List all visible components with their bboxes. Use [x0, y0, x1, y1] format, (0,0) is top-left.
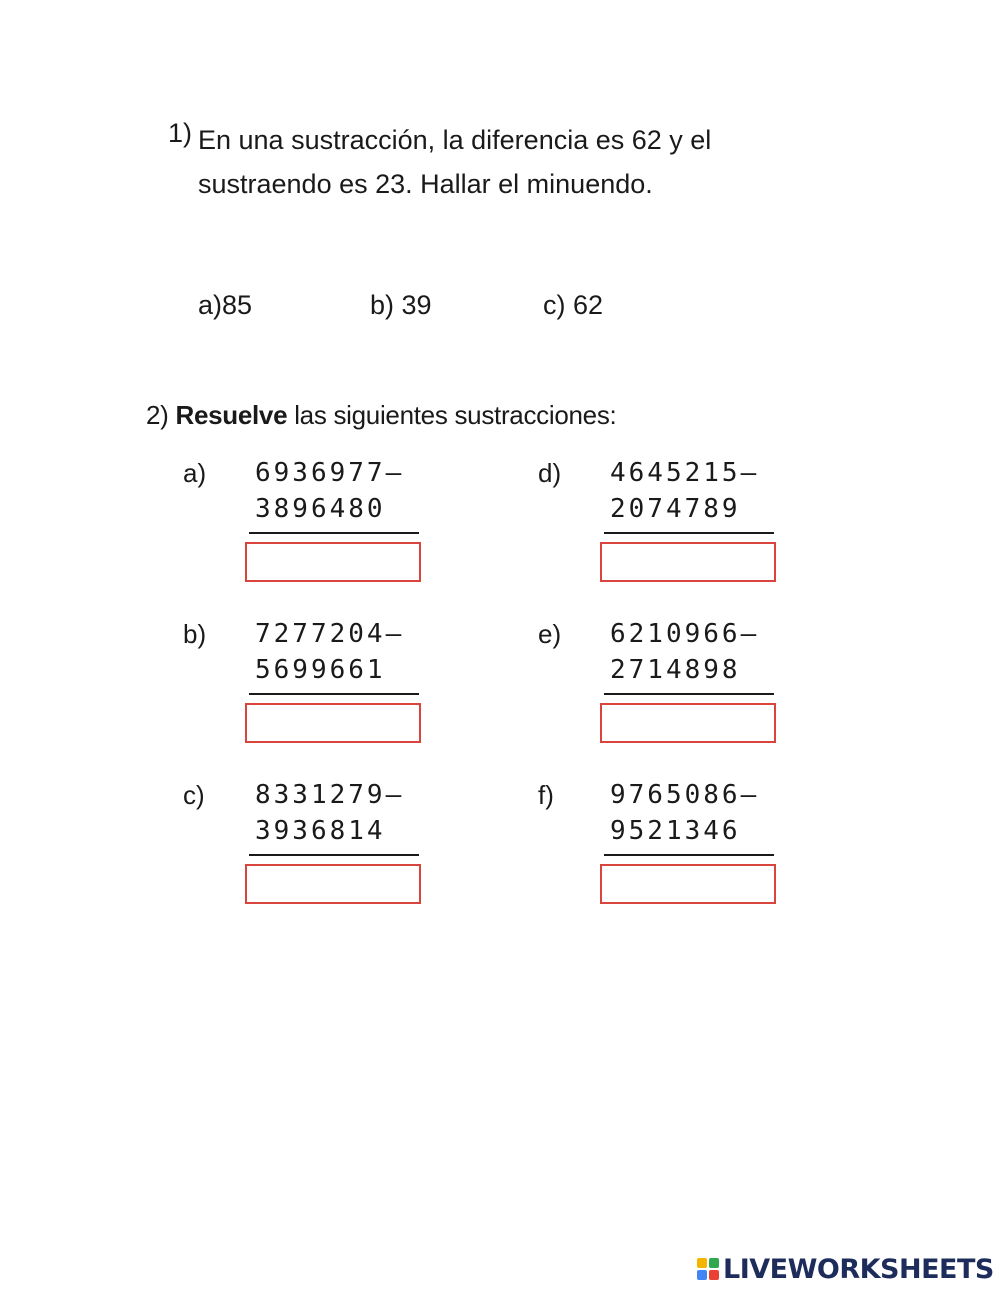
minuend-value: 6936977	[255, 458, 386, 488]
logo-text: LIVEWORKSHEETS	[723, 1253, 994, 1285]
liveworksheets-logo-icon	[697, 1258, 719, 1280]
option-c-label: c)	[543, 290, 566, 320]
option-a	[198, 290, 252, 321]
answer-input-f[interactable]	[600, 864, 776, 904]
answer-input-c[interactable]	[245, 864, 421, 904]
question-2-number: 2)	[146, 400, 169, 430]
question-1-number: 1)	[168, 118, 193, 148]
liveworksheets-logo	[697, 1253, 994, 1285]
result-line	[604, 693, 774, 695]
minus-sign: –	[385, 780, 405, 810]
minuend-value: 8331279	[255, 780, 386, 810]
minuend	[255, 619, 404, 649]
problem-label: d)	[538, 458, 562, 488]
option-b	[370, 290, 432, 321]
minus-sign: –	[740, 780, 760, 810]
minuend-value: 7277204	[255, 619, 386, 649]
subtrahend: 3896480	[255, 494, 386, 524]
problem-f	[538, 780, 838, 920]
option-c	[543, 290, 603, 321]
minuend-value: 9765086	[610, 780, 741, 810]
option-b-label: b)	[370, 290, 395, 320]
minus-sign: –	[740, 458, 760, 488]
answer-input-b[interactable]	[245, 703, 421, 743]
problem-a	[183, 458, 483, 598]
subtrahend: 3936814	[255, 816, 386, 846]
result-line	[249, 693, 419, 695]
option-a-label: a)	[198, 290, 223, 320]
problem-label: e)	[538, 619, 562, 649]
option-a-value: 85	[222, 290, 253, 320]
problem-c	[183, 780, 483, 920]
problem-label: c)	[183, 780, 205, 810]
minus-sign: –	[740, 619, 760, 649]
result-line	[249, 532, 419, 534]
subtrahend: 2714898	[610, 655, 741, 685]
minuend	[255, 780, 404, 810]
problem-d	[538, 458, 838, 598]
problem-label: a)	[183, 458, 207, 488]
problem-label: b)	[183, 619, 207, 649]
option-c-value: 62	[573, 290, 604, 320]
minuend-value: 6210966	[610, 619, 741, 649]
minuend	[610, 780, 759, 810]
question-2-title	[146, 400, 616, 431]
minuend-value: 4645215	[610, 458, 741, 488]
subtrahend: 9521346	[610, 816, 741, 846]
result-line	[604, 532, 774, 534]
result-line	[604, 854, 774, 856]
answer-input-a[interactable]	[245, 542, 421, 582]
question-2-rest: las siguientes sustracciones:	[294, 400, 617, 430]
minuend	[610, 458, 759, 488]
problem-b	[183, 619, 483, 759]
minuend	[255, 458, 404, 488]
result-line	[249, 854, 419, 856]
minus-sign: –	[385, 619, 405, 649]
option-b-value: 39	[401, 290, 432, 320]
answer-input-d[interactable]	[600, 542, 776, 582]
subtrahend: 2074789	[610, 494, 741, 524]
question-2-bold: Resuelve	[175, 400, 288, 430]
problem-label: f)	[538, 780, 554, 810]
subtrahend: 5699661	[255, 655, 386, 685]
minus-sign: –	[385, 458, 405, 488]
question-1-text: En una sustracción, la diferencia es 62 y el sustraendo es 23. Hallar el minuendo.	[198, 125, 712, 199]
answer-input-e[interactable]	[600, 703, 776, 743]
problem-e	[538, 619, 838, 759]
minuend	[610, 619, 759, 649]
